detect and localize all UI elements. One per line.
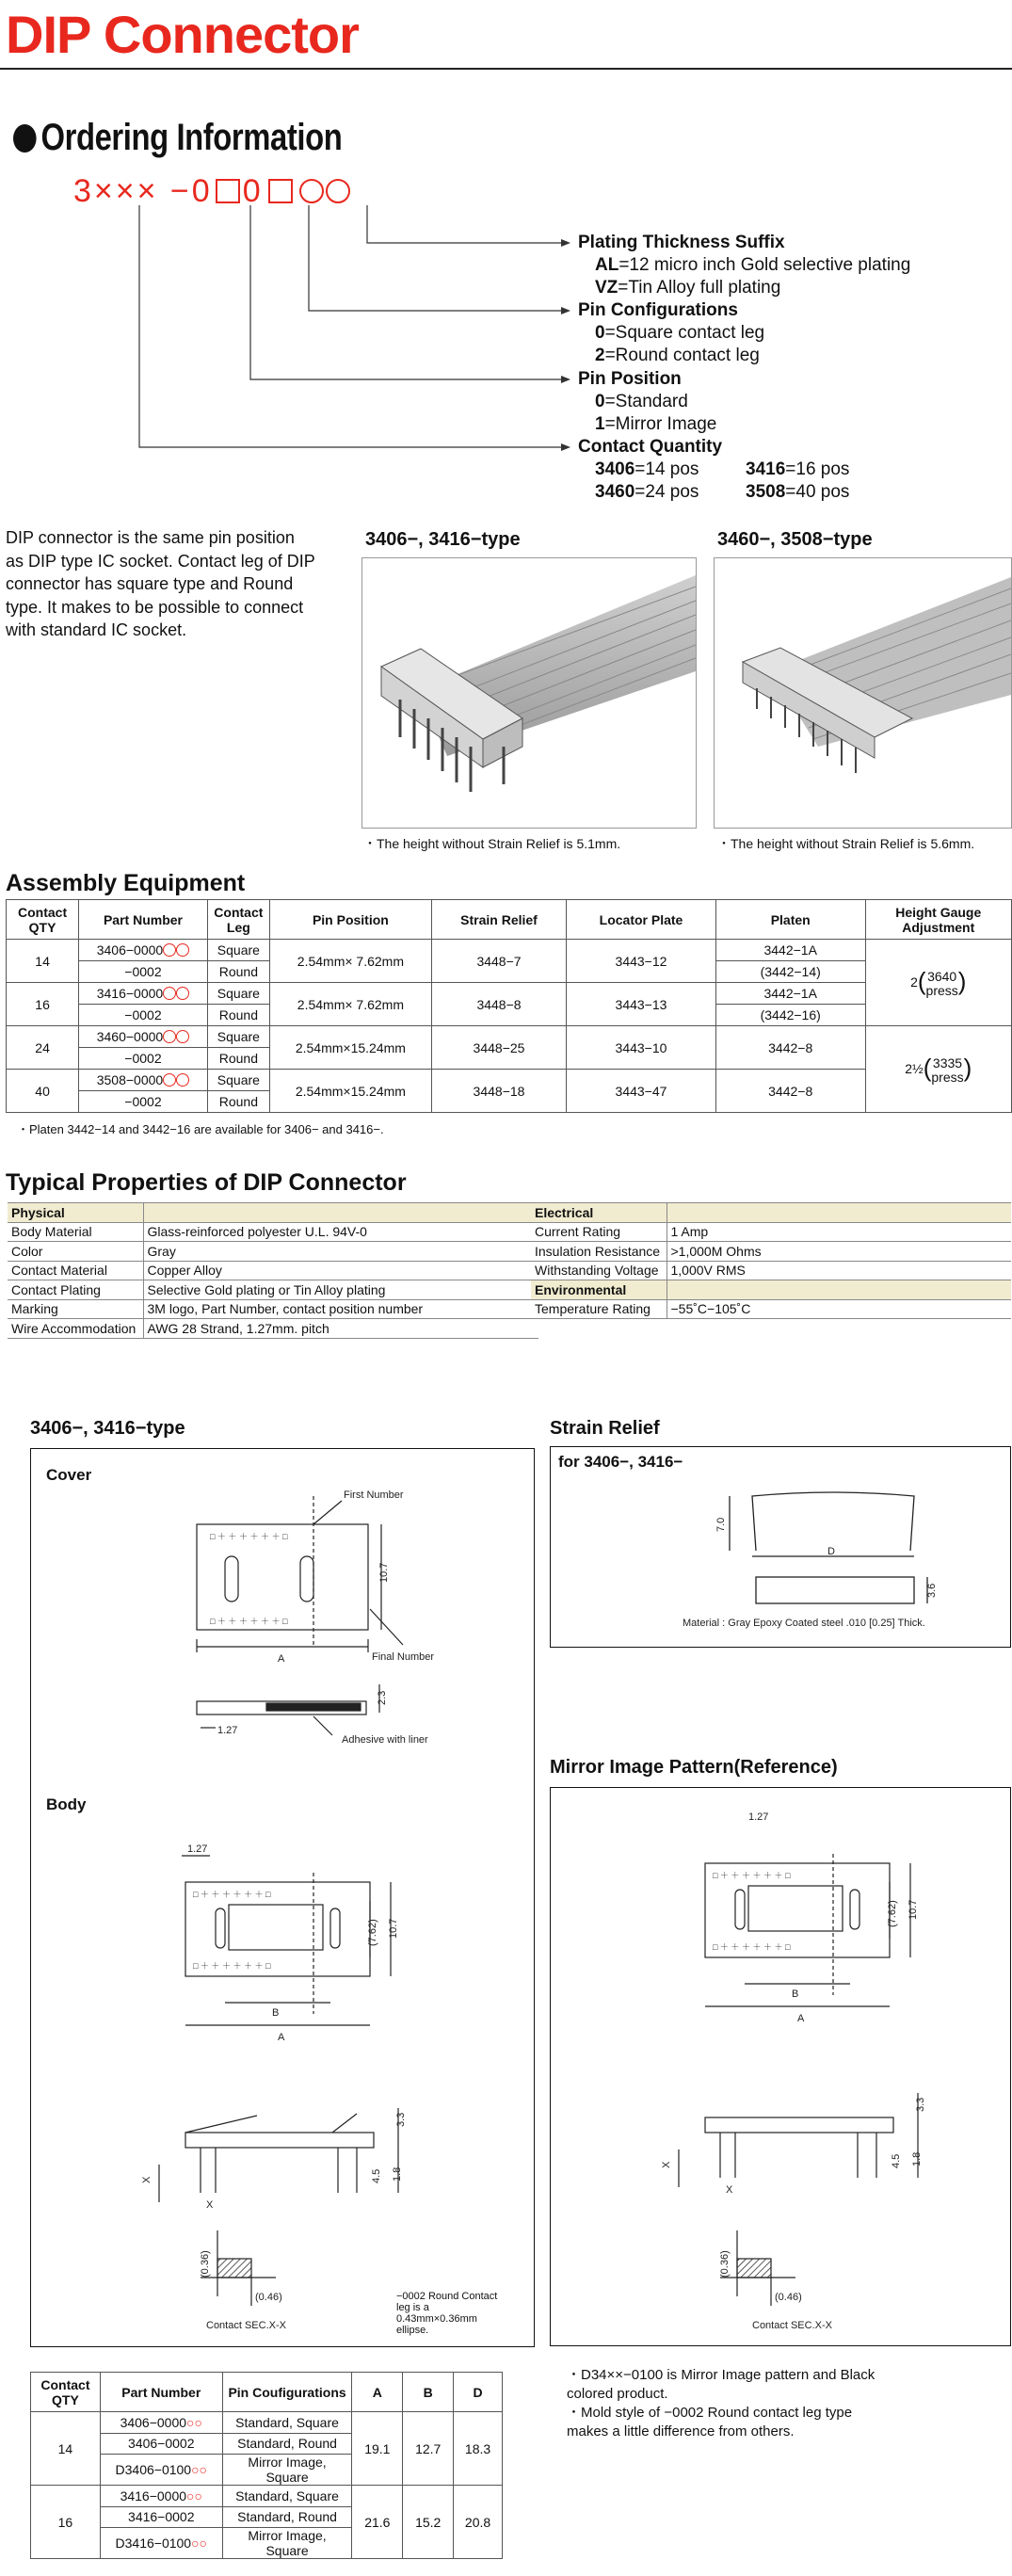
assembly-footnote: ・Platen 3442−14 and 3442−16 are available for 3406− and 3416−. <box>17 1122 384 1136</box>
cell-platen: (3442−16) <box>715 1005 865 1026</box>
header-filler <box>143 1203 538 1223</box>
label-dim-036: (0.36) <box>200 2250 211 2278</box>
cell-pin-position: 2.54mm× 7.62mm <box>269 983 431 1026</box>
label-dim-23: 2.3 <box>377 1690 388 1705</box>
cell-locator-plate: 3443−12 <box>567 940 716 983</box>
col-strain-relief: Strain Relief <box>431 900 566 940</box>
cell-qty: 24 <box>7 1026 79 1070</box>
assembly-table <box>6 899 1012 1113</box>
prop-value: Copper Alloy <box>143 1261 538 1280</box>
option-label: Contact Quantity <box>578 437 723 457</box>
paren-glyph: ( <box>917 967 926 996</box>
table-row <box>8 1203 538 1223</box>
label-dim-107-body: 10.7 <box>388 1918 399 1939</box>
physical-table <box>8 1202 538 1339</box>
cell-b: 15.2 <box>403 2486 454 2559</box>
cell-strain-relief: 3448−25 <box>431 1026 566 1070</box>
cell-leg: Square <box>207 940 269 961</box>
label-mirror-127: 1.27 <box>748 1811 769 1823</box>
photo-3406 <box>361 557 697 829</box>
col-contact-qty: Contact QTY <box>7 900 79 940</box>
option-key: 2 <box>595 346 605 365</box>
label-strain-material: Material : Gray Epoxy Coated steel .010 [0.25] Thick. <box>683 1618 925 1629</box>
drawing-box-main <box>30 1448 535 2347</box>
col-platen: Platen <box>715 900 865 940</box>
physical-title: Physical <box>8 1203 143 1223</box>
cell-part-number: −0002 <box>79 1005 208 1026</box>
header-filler <box>667 1280 1011 1300</box>
part-number-text: 3416−0000 <box>96 986 164 1001</box>
prop-key: Marking <box>8 1299 143 1319</box>
description-text: DIP connector is the same pin position as DIP type IC socket. Contact leg of DIP connector has square type and Round type. It makes to be possible to connect with standard IC socket. <box>6 528 315 639</box>
gauge-value: 3640 <box>927 968 957 984</box>
label-mirror-33: 3.3 <box>915 2097 926 2112</box>
col-contact-qty: Contact QTY <box>31 2373 101 2412</box>
strain-box <box>550 1446 1011 1648</box>
prop-value: Gray <box>143 1242 538 1262</box>
photo-3460 <box>714 557 1012 829</box>
cell-config: Standard, Square <box>222 2412 352 2434</box>
strain-heading: Strain Relief <box>550 1418 660 1439</box>
cell-d: 20.8 <box>454 2486 503 2559</box>
label-mirror-107: 10.7 <box>908 1899 919 1920</box>
environmental-title: Environmental <box>531 1280 667 1300</box>
cell-qty: 14 <box>31 2412 101 2486</box>
cell-leg: Square <box>207 1070 269 1091</box>
cell-platen: (3442−14) <box>715 961 865 983</box>
cell-platen: 3442−8 <box>715 1070 865 1113</box>
table-row <box>7 940 1012 961</box>
cell-strain-relief: 3448−8 <box>431 983 566 1026</box>
option-value: =14 pos <box>635 459 699 479</box>
option-key: VZ <box>595 278 618 298</box>
cell-qty: 14 <box>7 940 79 983</box>
paren-glyph: ) <box>963 1054 972 1083</box>
table-row <box>7 1070 1012 1091</box>
cell-platen: 3442−1A <box>715 983 865 1005</box>
table-row <box>7 1026 1012 1048</box>
paren-glyph: ) <box>957 967 967 996</box>
cell-leg: Round <box>207 961 269 983</box>
circle-icon: ○○ <box>191 2536 208 2551</box>
col-locator-plate: Locator Plate <box>567 900 716 940</box>
label-mirror-45: 4.5 <box>891 2153 902 2168</box>
table-row <box>7 983 1012 1005</box>
label-strain-70: 7.0 <box>715 1517 727 1532</box>
cell-b: 12.7 <box>403 2412 454 2486</box>
cell-leg: Round <box>207 1091 269 1113</box>
option-value: =Standard <box>604 392 688 411</box>
prop-key: Temperature Rating <box>531 1299 667 1319</box>
properties-heading: Typical Properties of DIP Connector <box>6 1169 407 1196</box>
label-adhesive: Adhesive with liner <box>342 1734 428 1746</box>
notes <box>567 2366 896 2441</box>
option-key: AL <box>595 255 619 275</box>
cell-gauge-1 <box>865 940 1011 1026</box>
cell-config: Standard, Round <box>222 2506 352 2528</box>
code-prefix: 3××× −0 <box>73 173 213 209</box>
cell-config: Mirror Image, Square <box>222 2455 352 2486</box>
cell-part-number <box>79 940 208 961</box>
electrical-table <box>531 1202 1011 1319</box>
cell-part-number <box>79 983 208 1005</box>
option-key: 3460 <box>595 482 635 502</box>
prop-key: Withstanding Voltage <box>531 1261 667 1280</box>
prop-key: Contact Plating <box>8 1280 143 1300</box>
strain-sub: for 3406−, 3416− <box>558 1453 683 1471</box>
cell-part-number <box>79 1026 208 1048</box>
option-key: 3508 <box>746 482 786 502</box>
option-label: Pin Configurations <box>578 300 738 320</box>
body-label: Body <box>46 1795 87 1813</box>
label-mirror-036: (0.36) <box>719 2250 731 2278</box>
label-final-number: Final Number <box>372 1651 435 1663</box>
connector-photo-small <box>362 558 696 828</box>
prop-key: Color <box>8 1242 143 1262</box>
header-filler <box>667 1203 1011 1223</box>
cell-locator-plate: 3443−13 <box>567 983 716 1026</box>
table-row <box>8 1222 538 1242</box>
page-title: DIP Connector <box>6 5 359 64</box>
label-mirror-046: (0.46) <box>775 2292 802 2303</box>
part-number-text: D3416−0100 <box>115 2536 192 2551</box>
photo-heading-1: 3406−, 3416−type <box>365 529 521 550</box>
circle-icon <box>176 943 189 957</box>
photo-heading-2: 3460−, 3508−type <box>717 529 873 550</box>
cover-label: Cover <box>46 1466 92 1484</box>
cell-config: Mirror Image, Square <box>222 2528 352 2559</box>
cell-part-number <box>100 2412 222 2434</box>
cell-part-number <box>79 1070 208 1091</box>
table-row <box>531 1280 1011 1300</box>
cell-config: Standard, Round <box>222 2433 352 2455</box>
option-value: =Mirror Image <box>604 414 717 434</box>
label-mirror-762: (7.62) <box>887 1900 898 1927</box>
option-plating <box>578 232 910 299</box>
paren-glyph: ( <box>923 1054 932 1083</box>
cell-part-number: 3406−0002 <box>100 2433 222 2455</box>
cell-part-number: −0002 <box>79 1091 208 1113</box>
prop-value: −55˚C−105˚C <box>667 1299 1011 1319</box>
svg-text:□ ＋ ＋ ＋ ＋ ＋ ＋ □: □ ＋ ＋ ＋ ＋ ＋ ＋ □ <box>713 1942 791 1952</box>
svg-text:□ ＋ ＋ ＋ ＋ ＋ ＋ □: □ ＋ ＋ ＋ ＋ ＋ ＋ □ <box>210 1532 288 1541</box>
cell-platen: 3442−1A <box>715 940 865 961</box>
option-pin-config <box>578 299 764 367</box>
cell-platen: 3442−8 <box>715 1026 865 1070</box>
option-value: =Round contact leg <box>604 346 760 365</box>
cell-locator-plate: 3443−47 <box>567 1070 716 1113</box>
gauge-num: 2 <box>910 974 918 990</box>
circle-icon <box>163 1030 176 1043</box>
option-label: Plating Thickness Suffix <box>578 233 785 252</box>
strain-svg <box>551 1447 1010 1647</box>
label-dim-762: (7.62) <box>367 1919 378 1946</box>
option-value: =Tin Alloy full plating <box>618 278 781 298</box>
electrical-title: Electrical <box>531 1203 667 1223</box>
label-dim-33: 3.3 <box>395 2112 407 2127</box>
code-mid: 0 <box>242 173 264 209</box>
prop-key: Current Rating <box>531 1222 667 1242</box>
assembly-heading: Assembly Equipment <box>6 870 246 896</box>
prop-value: 3M logo, Part Number, contact position number <box>143 1299 538 1319</box>
cell-leg: Square <box>207 1026 269 1048</box>
option-value: =16 pos <box>785 459 850 479</box>
cell-part-number: −0002 <box>79 961 208 983</box>
table-row <box>8 1280 538 1300</box>
circle-icon <box>176 987 189 1000</box>
label-dim-a-cover: A <box>278 1653 285 1665</box>
cell-part-number <box>100 2528 222 2559</box>
col-a: A <box>352 2373 403 2412</box>
option-key: 0 <box>595 392 605 411</box>
label-dim-107-cover: 10.7 <box>378 1562 390 1583</box>
prop-value: 1 Amp <box>667 1222 1011 1242</box>
table-row <box>8 1242 538 1262</box>
prop-key: Wire Accommodation <box>8 1319 143 1339</box>
cell-part-number <box>100 2455 222 2486</box>
mirror-heading: Mirror Image Pattern(Reference) <box>550 1757 838 1778</box>
dims-header-row <box>31 2373 503 2412</box>
label-mirror-x-bottom: X <box>726 2184 733 2196</box>
option-value: =Square contact leg <box>604 323 765 343</box>
circle-icon <box>163 987 176 1000</box>
label-first-number: First Number <box>344 1489 404 1501</box>
prop-key: Contact Material <box>8 1261 143 1280</box>
label-dim-127-body: 1.27 <box>187 1843 208 1855</box>
prop-value: Selective Gold plating or Tin Alloy plating <box>143 1280 538 1300</box>
circle-icon: ○○ <box>191 2462 208 2477</box>
cell-config: Standard, Square <box>222 2486 352 2507</box>
dims-table <box>30 2372 503 2559</box>
prop-key: Insulation Resistance <box>531 1242 667 1262</box>
cell-leg: Square <box>207 983 269 1005</box>
photo-caption-1: ・The height without Strain Relief is 5.1mm. <box>363 836 621 851</box>
label-dim-45: 4.5 <box>371 2168 382 2183</box>
table-row <box>531 1261 1011 1280</box>
option-key: 3406 <box>595 459 635 479</box>
cell-d: 18.3 <box>454 2412 503 2486</box>
svg-text:□ ＋ ＋ ＋ ＋ ＋ ＋ □: □ ＋ ＋ ＋ ＋ ＋ ＋ □ <box>713 1871 791 1880</box>
option-value: =40 pos <box>785 482 850 502</box>
cell-qty: 16 <box>31 2486 101 2559</box>
circle-icon <box>176 1073 189 1087</box>
svg-text:□ ＋ ＋ ＋ ＋ ＋ ＋ □: □ ＋ ＋ ＋ ＋ ＋ ＋ □ <box>193 1890 271 1899</box>
cell-strain-relief: 3448−18 <box>431 1070 566 1113</box>
col-pin-position: Pin Position <box>269 900 431 940</box>
table-row <box>31 2486 503 2507</box>
table-row <box>531 1242 1011 1262</box>
note-mold: ・Mold style of −0002 Round contact leg type makes a little difference from others. <box>567 2405 853 2439</box>
prop-value: AWG 28 Strand, 1.27mm. pitch <box>143 1319 538 1339</box>
part-number-text: 3416−0000 <box>120 2487 187 2504</box>
circle-icon: ○○ <box>186 2487 202 2504</box>
option-key: 3416 <box>746 459 786 479</box>
cell-part-number: 3416−0002 <box>100 2506 222 2528</box>
cell-leg: Round <box>207 1005 269 1026</box>
circle-icon <box>176 1030 189 1043</box>
cell-qty: 16 <box>7 983 79 1026</box>
col-pin-config: Pin Coufigurations <box>222 2373 352 2412</box>
option-value: =24 pos <box>635 482 699 502</box>
label-dim-18: 1.8 <box>392 2166 403 2182</box>
circle-icon <box>163 1073 176 1087</box>
cell-locator-plate: 3443−10 <box>567 1026 716 1070</box>
prop-key: Body Material <box>8 1222 143 1242</box>
option-contact-qty <box>578 436 849 504</box>
photo-caption-2: ・The height without Strain Relief is 5.6mm. <box>717 836 975 851</box>
option-label: Pin Position <box>578 369 682 389</box>
circle-icon <box>163 943 176 957</box>
label-mirror-contact-sec: Contact SEC.X-X <box>752 2320 832 2331</box>
label-mirror-b: B <box>792 1988 799 2000</box>
label-mirror-a: A <box>797 2013 805 2024</box>
label-strain-36: 3.6 <box>926 1583 938 1598</box>
cell-pin-position: 2.54mm× 7.62mm <box>269 940 431 983</box>
col-part-number: Part Number <box>79 900 208 940</box>
mirror-box <box>550 1787 1011 2346</box>
circle-icon: ○○ <box>186 2414 202 2430</box>
cell-pin-position: 2.54mm×15.24mm <box>269 1070 431 1113</box>
cell-a: 19.1 <box>352 2412 403 2486</box>
round-note: −0002 Round Contact leg is a 0.43mm×0.36mm ellipse. <box>396 2291 498 2336</box>
table-row <box>531 1299 1011 1319</box>
assembly-header-row <box>7 900 1012 940</box>
table-row <box>531 1203 1011 1223</box>
option-pin-position <box>578 368 716 436</box>
drawing-heading-main: 3406−, 3416−type <box>30 1418 185 1439</box>
part-number-text: 3406−0000 <box>96 942 164 958</box>
note-mirror: ・D34××−0100 is Mirror Image pattern and Black colored product. <box>567 2367 875 2402</box>
cell-strain-relief: 3448−7 <box>431 940 566 983</box>
option-value: =12 micro inch Gold selective plating <box>618 255 911 275</box>
table-row <box>31 2412 503 2434</box>
cell-part-number: −0002 <box>79 1048 208 1070</box>
table-row <box>8 1261 538 1280</box>
col-contact-leg: Contact Leg <box>207 900 269 940</box>
part-number-text: 3460−0000 <box>96 1029 164 1044</box>
connector-photo-large <box>715 558 1011 828</box>
label-dim-a-body: A <box>278 2032 285 2043</box>
gauge-unit: press <box>931 1069 964 1085</box>
svg-text:□ ＋ ＋ ＋ ＋ ＋ ＋ □: □ ＋ ＋ ＋ ＋ ＋ ＋ □ <box>210 1617 288 1626</box>
drawing-main-svg <box>31 1449 534 2345</box>
table-row <box>8 1319 538 1339</box>
gauge-num: 2½ <box>905 1061 924 1077</box>
col-height-gauge: Height Gauge Adjustment <box>865 900 1011 940</box>
prop-value: Glass-reinforced polyester U.L. 94V-0 <box>143 1222 538 1242</box>
mirror-svg <box>551 1788 1010 2345</box>
col-b: B <box>403 2373 454 2412</box>
cell-gauge-2 <box>865 1026 1011 1113</box>
cell-pin-position: 2.54mm×15.24mm <box>269 1026 431 1070</box>
cell-a: 21.6 <box>352 2486 403 2559</box>
label-mirror-18: 1.8 <box>911 2151 923 2166</box>
label-mirror-x-left: X <box>661 2161 672 2168</box>
cell-part-number <box>100 2486 222 2507</box>
prop-value: >1,000M Ohms <box>667 1242 1011 1262</box>
label-dim-046: (0.46) <box>255 2292 282 2303</box>
cell-leg: Round <box>207 1048 269 1070</box>
gauge-unit: press <box>925 982 958 998</box>
part-number-text: 3406−0000 <box>120 2414 187 2430</box>
col-d: D <box>454 2373 503 2412</box>
label-dim-b-body: B <box>272 2007 280 2019</box>
prop-value: 1,000V RMS <box>667 1261 1011 1280</box>
col-part-number: Part Number <box>100 2373 222 2412</box>
ordering-heading-text: Ordering Information <box>40 117 343 158</box>
label-contact-sec: Contact SEC.X-X <box>206 2320 286 2331</box>
part-number-text: D3406−0100 <box>115 2462 192 2477</box>
gauge-value: 3335 <box>932 1055 963 1071</box>
option-key: 0 <box>595 323 605 343</box>
label-dim-127-cover: 1.27 <box>217 1725 238 1736</box>
label-dim-x-bottom: X <box>206 2199 214 2211</box>
svg-text:□ ＋ ＋ ＋ ＋ ＋ ＋ □: □ ＋ ＋ ＋ ＋ ＋ ＋ □ <box>193 1961 271 1971</box>
label-dim-x-left: X <box>141 2176 153 2183</box>
table-row <box>531 1222 1011 1242</box>
table-row <box>8 1299 538 1319</box>
label-strain-d: D <box>827 1546 835 1557</box>
cell-qty: 40 <box>7 1070 79 1113</box>
part-number-text: 3508−0000 <box>96 1072 164 1087</box>
option-key: 1 <box>595 414 605 434</box>
